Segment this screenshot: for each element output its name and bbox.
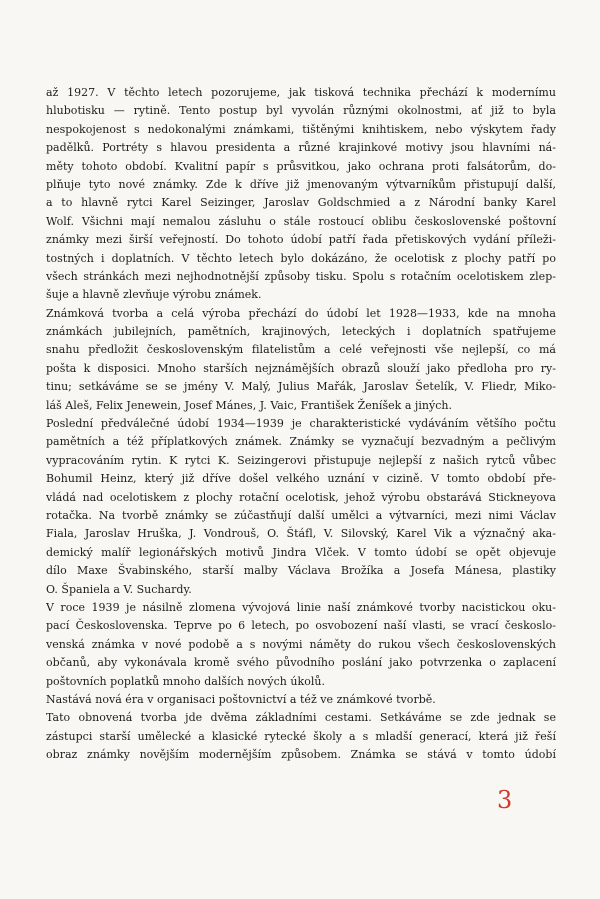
text-line: vypracováním rytin. K rytci K. Seizingerovi přistupuje nejlepší z našich rytců vůbec	[46, 453, 556, 467]
text-line: Tato obnovená tvorba jde dvěma základními cestami. Setkáváme se zde jednak se	[46, 711, 556, 725]
text-line: dílo Maxe Švabinského, starší malby Václava Brožíka a Josefa Mánesa, plastiky	[46, 564, 556, 578]
text-line: poštovních poplatků mnoho dalších nových úkolů.	[46, 674, 326, 688]
paragraph	[46, 84, 556, 305]
text-line: vládá nad ocelotiskem z plochy rotační ocelotisk, jehož výrobu obstarává Stickneyova	[46, 490, 556, 504]
text-line: a to hlavně rytci Karel Seizinger, Jaroslav Goldschmied a z Národní banky Karel	[46, 196, 556, 210]
text-line: Nastává nová éra v organisaci poštovnictví a též ve známkové tvorbě.	[46, 692, 436, 706]
text-line: Wolf. Všichni mají nemalou zásluhu o stále rostoucí oblibu československé poštovní	[46, 214, 556, 228]
text-line: pošta k disposici. Mnoho starších nejznámějších obrazů slouží jako předloha pro ry-	[46, 361, 556, 375]
text-line: známky mezi širší veřejností. Do tohoto údobí patří řada přetiskových vydání příleži-	[46, 233, 556, 247]
text-line: Fiala, Jaroslav Hruška, J. Vondrouš, O. Štáfl, V. Silovský, Karel Vik a význačný aka-	[46, 527, 556, 541]
text-line: známkách jubilejních, pamětních, krajinových, leteckých i doplatních spatřujeme	[46, 325, 556, 339]
text-line: až 1927. V těchto letech pozorujeme, jak tisková technika přechází k modernímu	[46, 86, 556, 99]
paragraph	[46, 305, 556, 415]
text-line: občanů, aby vykonávala kromě svého původního poslání jako potvrzenka o zaplacení	[46, 656, 556, 670]
text-line: všech stránkách mezi nejhodnotnější způsoby tisku. Spolu s rotačním ocelotiskem zlep-	[46, 269, 556, 283]
text-line: venská známka v nové podobě a s novými náměty do rukou všech československých	[46, 637, 556, 651]
text-line: Známková tvorba a celá výroba přechází do údobí let 1928—1933, kde na mnoha	[46, 306, 556, 320]
page-number: 3	[497, 786, 513, 814]
text-line: Bohumil Heinz, který již dříve došel velkého uznání v cizině. V tomto období pře-	[46, 472, 556, 486]
text-line: demický malíř legionářských motivů Jindra Vlček. V tomto údobí se opět objevuje	[46, 545, 556, 559]
paragraph	[46, 599, 556, 691]
text-line: plňuje tyto nové známky. Zde k dříve již jmenovaným výtvarníkům přistupují další,	[46, 177, 556, 191]
text-line: nespokojenost s nedokonalými známkami, tištěnými knihtiskem, nebo výskytem řady	[46, 122, 556, 136]
text-line: snahu předložit československým filatelistům a celé veřejnosti vše nejlepší, co má	[46, 343, 556, 357]
text-line: pamětních a též příplatkových známek. Známky se vyznačují bezvadným a pečlivým	[46, 435, 556, 449]
text-line: O. Španiela a V. Suchardy.	[46, 582, 192, 596]
text-line: pací Československa. Teprve po 6 letech, po osvobození naší vlasti, se vrací českoslo-	[46, 619, 556, 633]
text-line: hlubotisku — rytině. Tento postup byl vyvolán různými okolnostmi, ať již to byla	[46, 104, 556, 118]
paragraph	[46, 709, 556, 764]
text-line: šuje a hlavně zlevňuje výrobu známek.	[46, 288, 262, 302]
text-line: Poslední předválečné údobí 1934—1939 je charakteristické vydáváním většího počtu	[46, 417, 556, 431]
paragraph	[46, 415, 556, 599]
text-line: obraz známky novějším modernějším způsobem. Známka se stává v tomto údobí	[46, 748, 556, 762]
text-line: tinu; setkáváme se se jmény V. Malý, Julius Mařák, Jaroslav Šetelík, V. Fliedr, Miko-	[46, 380, 556, 394]
text-line: láš Aleš, Felix Jenewein, Josef Mánes, J. Vaic, František Ženíšek a jiných.	[46, 398, 453, 412]
text-line: tostných i doplatních. V těchto letech bylo dokázáno, že ocelotisk z plochy patří po	[46, 251, 556, 265]
text-line: V roce 1939 je násilně zlomena vývojová linie naší známkové tvorby nacistickou oku-	[46, 600, 556, 614]
paragraph	[46, 691, 556, 709]
text-line: měty tohoto období. Kvalitní papír s průsvitkou, jako ochrana proti falsátorům, do-	[46, 159, 556, 173]
body-text	[46, 84, 556, 764]
text-line: padělků. Portréty s hlavou presidenta a různé krajinkové motivy jsou hlavními ná-	[46, 141, 556, 155]
text-line: zástupci starší umělecké a klasické rytecké školy a s mladší generací, která již řeší	[46, 729, 556, 743]
text-line: rotačka. Na tvorbě známky se zúčastňují další umělci a výtvarníci, mezi nimi Václav	[46, 508, 556, 522]
